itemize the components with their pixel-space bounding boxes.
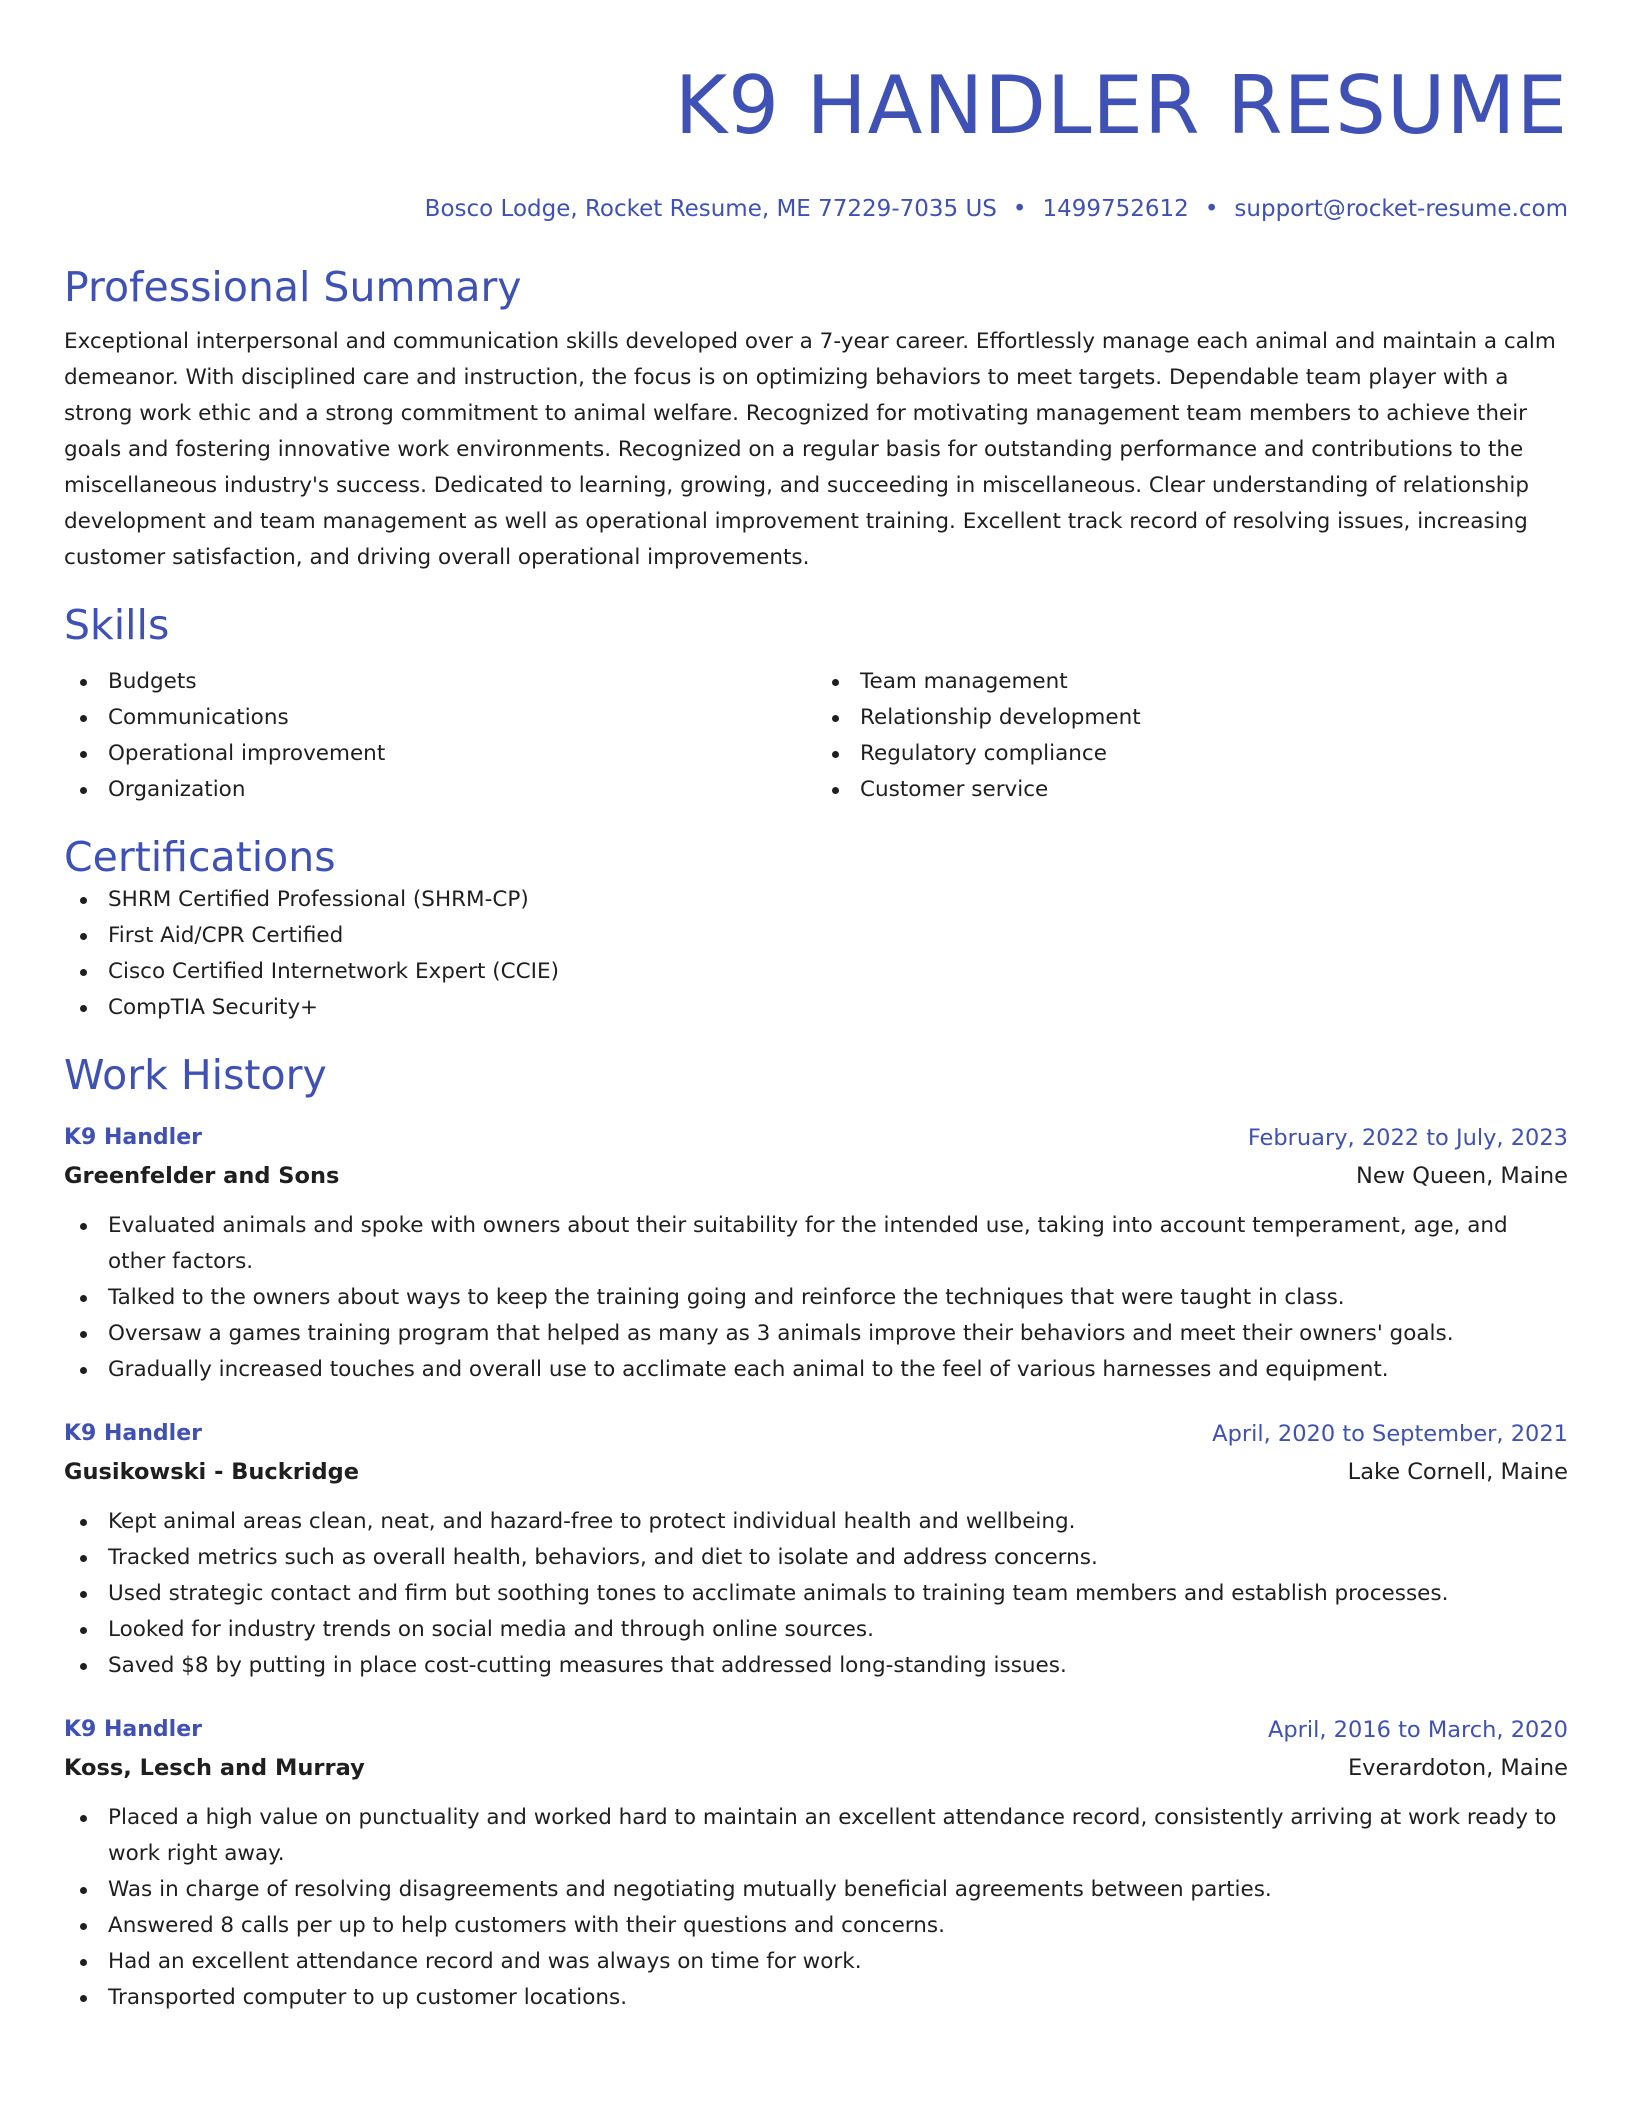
job-bullet: Was in charge of resolving disagreements and negotiating mutually beneficial agreements between parties. [64,1872,1568,1908]
job-bullet: Saved $8 by putting in place cost-cutting measures that addressed long-standing issues. [64,1648,1568,1684]
job-bullet: Gradually increased touches and overall use to acclimate each animal to the feel of various harnesses and equipment. [64,1352,1568,1388]
job-bullet: Used strategic contact and firm but soothing tones to acclimate animals to training team members and establish processes. [64,1576,1568,1612]
skill-item: Operational improvement [64,736,816,772]
job-dates: February, 2022 to July, 2023 [1247,1125,1568,1151]
contact-line [64,194,1568,224]
skills-list-left [64,664,816,808]
job-subheader-row [64,1154,1568,1194]
job-bullet: Talked to the owners about ways to keep the training going and reinforce the techniques that were taught in class. [64,1280,1568,1316]
job-header-row [64,1714,1568,1746]
job-entry [64,1714,1568,2016]
job-title: K9 Handler [64,1421,202,1446]
contact-address: Bosco Lodge, Rocket Resume, ME 77229-7035 US [424,196,997,222]
skill-item: Relationship development [816,700,1568,736]
job-bullets [64,1504,1568,1684]
section-title-work-history: Work History [64,1051,327,1099]
job-bullet: Placed a high value on punctuality and worked hard to maintain an excellent attendance record, consistently arriving at work ready to work right away. [64,1800,1568,1872]
job-company: Koss, Lesch and Murray [64,1755,365,1781]
job-bullets [64,1800,1568,2016]
contact-separator: • [1012,196,1027,222]
job-title: K9 Handler [64,1717,202,1742]
resume-name: K9 HANDLER RESUME [674,59,1568,152]
job-location: New Queen, Maine [1355,1163,1568,1189]
certification-item: SHRM Certified Professional (SHRM-CP) [64,882,1568,918]
job-location: Lake Cornell, Maine [1347,1459,1568,1485]
job-location: Everardoton, Maine [1347,1755,1568,1781]
skill-item: Customer service [816,772,1568,808]
section-title-summary: Professional Summary [64,263,522,311]
job-dates: April, 2020 to September, 2021 [1212,1421,1568,1447]
job-bullet: Transported computer to up customer locations. [64,1980,1568,2016]
skills-list-right [816,664,1568,808]
skill-item: Communications [64,700,816,736]
skill-item: Budgets [64,664,816,700]
job-bullets [64,1208,1568,1388]
summary-text: Exceptional interpersonal and communication skills developed over a 7-year career. Effortlessly manage each animal and maintain a calm demeanor. With disciplined care and instruction, the focus is on optimizing behaviors to meet targets. Dependable team player with a strong work ethic and a strong commitment to animal welfare. Recognized for motivating management team members to achieve their goals and fostering innovative work environments. Recognized on a regular basis for outstanding performance and contributions to the miscellaneous industry's success. Dedicated to learning, growing, and succeeding in miscellaneous. Clear understanding of relationship development and team management as well as operational improvement training. Excellent track record of resolving issues, increasing customer satisfaction, and driving overall operational improvements. [64,329,1556,570]
contact-email[interactable]: support@rocket-resume.com [1234,196,1568,222]
certification-item: First Aid/CPR Certified [64,918,1568,954]
job-header-row [64,1418,1568,1450]
job-bullet: Kept animal areas clean, neat, and hazard-free to protect individual health and wellbeing. [64,1504,1568,1540]
job-subheader-row [64,1450,1568,1490]
skills-grid [64,664,1568,808]
certification-item: CompTIA Security+ [64,990,1568,1026]
job-header-row [64,1122,1568,1154]
job-bullet: Oversaw a games training program that helped as many as 3 animals improve their behaviors and meet their owners' goals. [64,1316,1568,1352]
certifications-list [64,882,1568,1026]
job-company: Greenfelder and Sons [64,1163,340,1189]
job-entry [64,1418,1568,1684]
contact-phone: 1499752612 [1042,196,1189,222]
skill-item: Team management [816,664,1568,700]
skill-item: Regulatory compliance [816,736,1568,772]
job-bullet: Answered 8 calls per up to help customers with their questions and concerns. [64,1908,1568,1944]
skill-item: Organization [64,772,816,808]
section-title-skills: Skills [64,601,170,649]
job-bullet: Looked for industry trends on social media and through online sources. [64,1612,1568,1648]
section-title-certifications: Certifications [64,833,336,881]
job-title: K9 Handler [64,1125,202,1150]
job-company: Gusikowski - Buckridge [64,1459,360,1485]
job-dates: April, 2016 to March, 2020 [1267,1717,1568,1743]
job-bullet: Had an excellent attendance record and was always on time for work. [64,1944,1568,1980]
certification-item: Cisco Certified Internetwork Expert (CCIE) [64,954,1568,990]
job-bullet: Evaluated animals and spoke with owners about their suitability for the intended use, taking into account temperament, age, and other factors. [64,1208,1568,1280]
job-subheader-row [64,1746,1568,1786]
job-entry [64,1122,1568,1388]
resume-content [64,0,1568,2016]
job-bullet: Tracked metrics such as overall health, behaviors, and diet to isolate and address concerns. [64,1540,1568,1576]
contact-separator: • [1204,196,1219,222]
